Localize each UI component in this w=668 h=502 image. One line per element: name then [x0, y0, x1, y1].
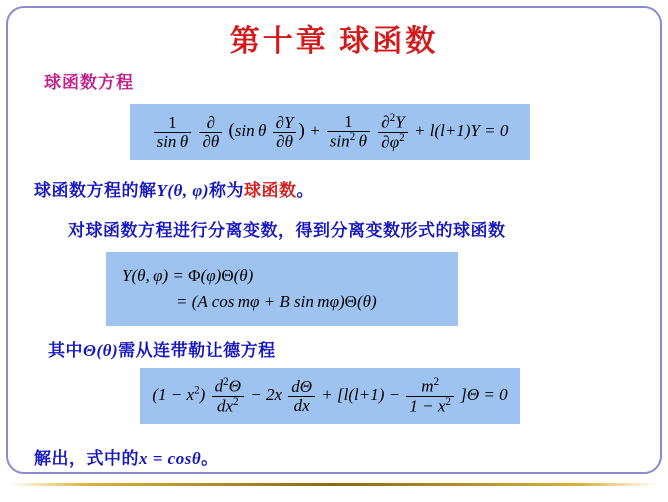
equation-box-separated: [106, 252, 458, 326]
text-solveout-line: [34, 444, 219, 469]
text-legendre-line: [48, 336, 276, 361]
solution-suffix: 。: [296, 181, 314, 200]
equation-spherical-content: $\frac{1}{\text{sin θ}}$ $\frac{\partial}{\partial\theta}$ (sin θ $\frac{\partial Y}{\partial\theta}$ ) + $\frac{1}{\sin^2 \theta}$ $\frac{\partial^2Y}{\partial\varphi^2}$ + l(l+1)Y = 0: [130, 113, 530, 151]
solveout-prefix: 解出，式中的: [34, 449, 139, 468]
solution-mid: 称为: [208, 181, 244, 200]
solution-highlight: 球函数: [243, 181, 297, 200]
solveout-suffix: 。: [201, 449, 219, 468]
legendre-symbol: Θ(θ): [83, 341, 119, 360]
equation-separated-content: [106, 266, 458, 312]
legendre-prefix: 其中: [48, 341, 83, 360]
equation-legendre-content: $(1 - x^2)$ $\frac{d^2\Theta}{dx^2}$ − 2x $\frac{d\Theta}{dx}$ + [l(l+1) − $\frac{m^2}{1 - x^2}$ ]Θ = 0: [152, 376, 508, 416]
solution-prefix: 球函数方程的解: [34, 181, 157, 200]
page-title: 第十章 球函数: [229, 25, 439, 58]
text-separation-line: 对球函数方程进行分离变数，得到分离变数形式的球函数: [68, 221, 506, 240]
equation-separated-line1: Y(θ, φ) = Φ(φ)Θ(θ): [122, 266, 254, 285]
equation-separated-line2: = (A cos mφ + B sin mφ)Θ(θ): [176, 292, 377, 311]
text-solution-line: [34, 176, 314, 201]
equation-box-legendre: [140, 368, 520, 424]
solution-symbol: Y(θ, φ): [156, 181, 209, 200]
solveout-symbol: x = cosθ: [139, 449, 202, 468]
equation-box-spherical: [130, 104, 530, 160]
bottom-gold-rule: [10, 483, 658, 486]
section-subheading: 球函数方程: [44, 73, 134, 92]
legendre-suffix: 需从连带勒让德方程: [118, 341, 276, 360]
